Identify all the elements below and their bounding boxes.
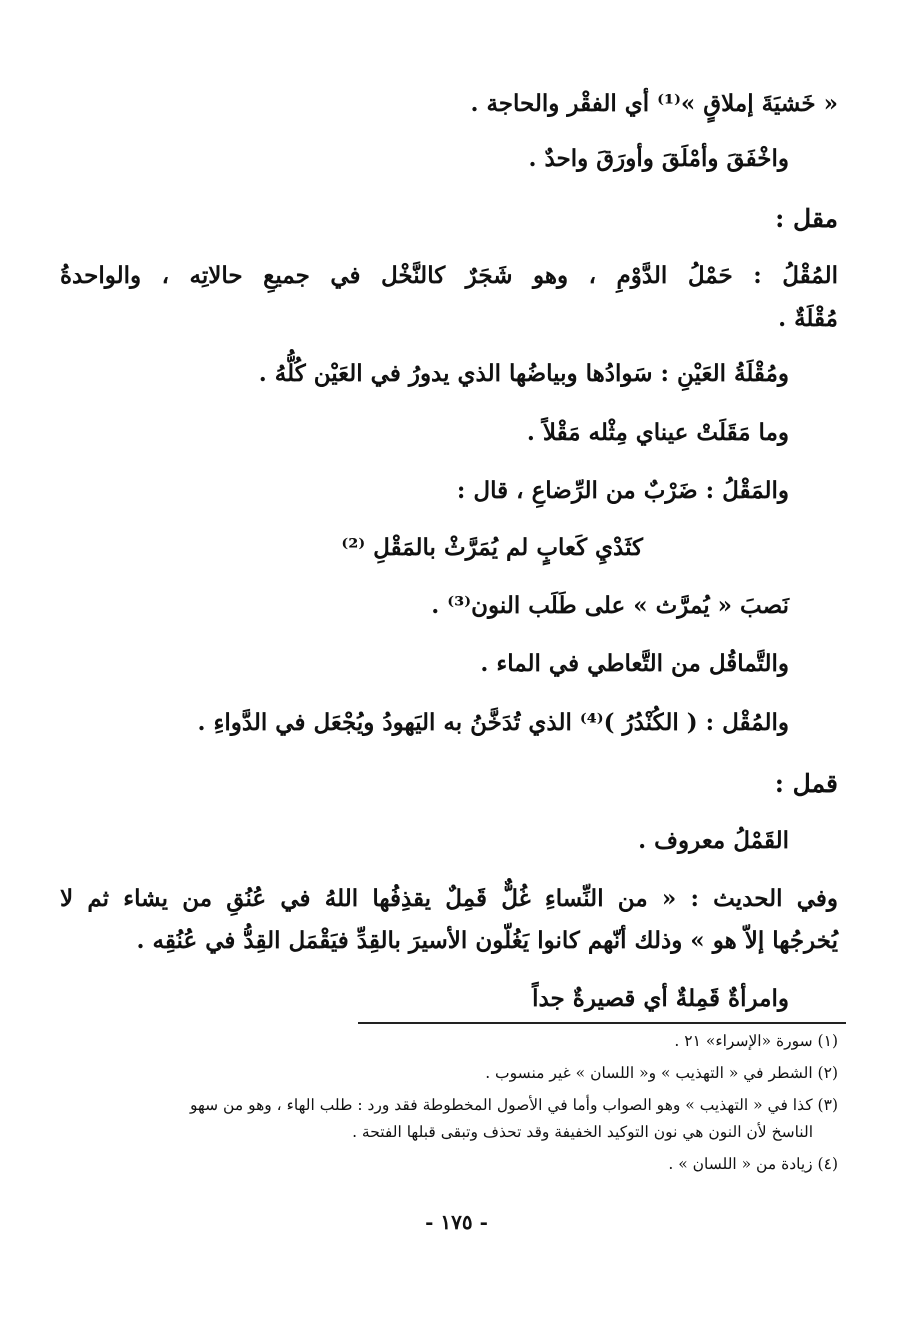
text-line-12: والمُقْل : ( الكُنْدُرُ )⁽⁴⁾ الذي تُدَخَّنُ به اليَهودُ ويُجْعَل في الدَّواءِ . bbox=[197, 709, 789, 736]
footnote-separator bbox=[358, 1022, 846, 1024]
text-line-16: يُخرجُها إلاّ هو » وذلك أنّهم كانوا يَغُلّون الأسيرَ بالقِدِّ فيَقْمَل القِدُّ في عُنُقِه . bbox=[136, 927, 838, 954]
entry-heading-maql: مقل : bbox=[775, 204, 838, 233]
text-line-17: وامرأةٌ قَمِلةٌ أي قصيرةٌ جداً bbox=[532, 985, 789, 1012]
poetry-verse: كثَدْيِ كَعابٍ لم يُمَرَّثْ بالمَقْلِ ⁽²⁾ bbox=[341, 534, 643, 561]
footnote-3: (٣) كذا في « التهذيب » وهو الصواب وأما في الأصول المخطوطة فقد ورد : طلب الهاء ، وهو من سهو bbox=[189, 1096, 838, 1114]
text-line-4: المُقْلُ : حَمْلُ الدَّوْمِ ، وهو شَجَرٌ كالنَّخْل في جميعِ حالاتِه ، والواحدةُ bbox=[60, 262, 838, 289]
text-line-14: القَمْلُ معروف . bbox=[638, 827, 789, 854]
page-number: - ١٧٥ - bbox=[425, 1210, 488, 1234]
text-line-1: « خَشيَةَ إملاقٍ »⁽¹⁾ أي الفقْر والحاجة . bbox=[470, 90, 838, 117]
text-line-5: مُقْلَةٌ . bbox=[778, 305, 838, 332]
text-line-15: وفي الحديث : « من النِّساءِ غُلٌّ قَمِلٌ يقذِفُها اللهُ في عُنُقِ من يشاء ثم لا bbox=[60, 885, 838, 912]
text-line-10: نَصبَ « يُمرَّث » على طَلَب النون⁽³⁾ . bbox=[431, 592, 789, 619]
footnote-4: (٤) زيادة من « اللسان » . bbox=[668, 1155, 838, 1173]
footnote-3-continued: الناسخ لأن النون هي نون التوكيد الخفيفة وقد تحذف وتبقى قبلها الفتحة . bbox=[352, 1123, 813, 1141]
text-line-7: وما مَقَلَتْ عيناي مِثْله مَقْلاً . bbox=[526, 419, 789, 446]
text-line-11: والتَّماقُل من التَّعاطي في الماء . bbox=[480, 650, 789, 677]
entry-heading-qaml: قمل : bbox=[774, 769, 838, 798]
text-line-8: والمَقْلُ : ضَرْبٌ من الرِّضاعِ ، قال : bbox=[456, 477, 789, 504]
footnote-2: (٢) الشطر في « التهذيب » و« اللسان » غير منسوب . bbox=[485, 1064, 838, 1082]
text-line-2: واخْفَقَ وأمْلَقَ وأورَقَ واحدٌ . bbox=[528, 145, 789, 172]
text-line-6: ومُقْلَةُ العَيْنِ : سَوادُها وبياضُها الذي يدورُ في العَيْن كُلُّهُ . bbox=[258, 360, 789, 387]
footnote-1: (١) سورة «الإسراء» ٢١ . bbox=[674, 1032, 838, 1050]
